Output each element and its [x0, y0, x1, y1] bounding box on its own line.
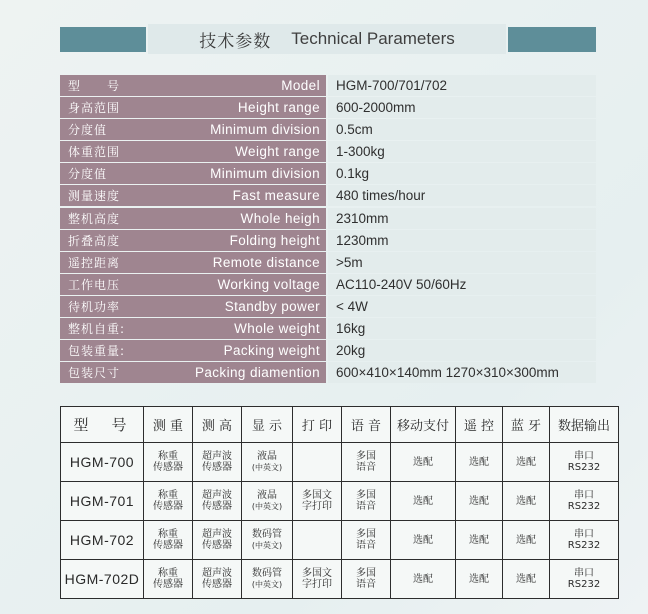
voice-cell	[342, 521, 391, 560]
param-row	[60, 163, 596, 184]
pay-cell: 选配	[391, 521, 456, 560]
param-label	[60, 362, 326, 383]
display-cell	[242, 482, 293, 521]
param-label-en: Minimum division	[210, 166, 320, 182]
param-value: 0.5cm	[328, 119, 596, 140]
param-value: HGM-700/701/702	[328, 75, 596, 96]
param-label	[60, 274, 326, 295]
cell-line: 多国	[356, 451, 376, 462]
cell-line: 传感器	[202, 501, 232, 512]
output-cell	[550, 521, 619, 560]
param-value: AC110-240V 50/60Hz	[328, 274, 596, 295]
param-label-en: Whole weight	[234, 321, 320, 337]
cell-line: 液晶	[257, 451, 277, 462]
page-title	[148, 24, 506, 54]
cell-line: RS232	[567, 462, 601, 473]
param-label-en: Model	[281, 78, 320, 93]
param-label-cn: 折叠高度	[68, 233, 121, 248]
param-row	[60, 119, 596, 140]
cell-line: 称重	[158, 529, 178, 540]
model-cell: HGM-702	[61, 521, 144, 560]
param-row	[60, 318, 596, 339]
display-cell	[242, 443, 293, 482]
remote-cell: 选配	[456, 521, 503, 560]
param-label-cn: 整机高度	[68, 211, 121, 226]
param-label-cn: 工作电压	[68, 277, 121, 292]
param-row	[60, 208, 596, 229]
model-cell: HGM-700	[61, 443, 144, 482]
parameters-table	[60, 75, 596, 384]
column-header: 蓝 牙	[503, 407, 550, 443]
param-label-cn: 型 号	[68, 79, 121, 93]
param-label	[60, 208, 326, 229]
param-label-cn: 测量速度	[68, 189, 121, 204]
param-label	[60, 119, 326, 140]
param-row	[60, 362, 596, 383]
title-cn: 技术参数	[199, 31, 272, 52]
cell-line: 传感器	[202, 462, 232, 473]
cell-line: 数码管	[252, 529, 282, 540]
cell-line: RS232	[567, 540, 601, 551]
pay-cell: 选配	[391, 482, 456, 521]
header-bar-left	[60, 27, 146, 52]
param-value: >5m	[328, 252, 596, 273]
column-header: 测 高	[193, 407, 242, 443]
cell-line: 多国文	[302, 490, 332, 501]
column-header: 移动支付	[391, 407, 456, 443]
remote-cell: 选配	[456, 482, 503, 521]
cell-line: 数码管	[252, 568, 282, 579]
model-cell: HGM-702D	[61, 560, 144, 599]
cell-line: 语音	[356, 579, 376, 590]
column-header: 语 音	[342, 407, 391, 443]
param-label-cn: 待机功率	[68, 299, 121, 314]
weigh-cell	[144, 443, 193, 482]
param-value: 600×410×140mm 1270×310×300mm	[328, 362, 596, 383]
cell-line: RS232	[567, 579, 601, 590]
bluetooth-cell: 选配	[503, 443, 550, 482]
weigh-cell	[144, 482, 193, 521]
cell-line: (中英文)	[251, 502, 283, 511]
column-header: 打 印	[293, 407, 342, 443]
cell-line: 称重	[158, 451, 178, 462]
cell-line: 多国	[356, 568, 376, 579]
cell-line: (中英文)	[251, 463, 283, 472]
bluetooth-cell: 选配	[503, 560, 550, 599]
param-label-cn: 身高范围	[68, 101, 121, 116]
param-label-en: Whole heigh	[240, 210, 320, 226]
param-label-cn: 分度值	[68, 123, 108, 138]
param-row	[60, 141, 596, 162]
param-row	[60, 296, 596, 317]
column-header: 遥 控	[456, 407, 503, 443]
weigh-cell	[144, 560, 193, 599]
bluetooth-cell: 选配	[503, 482, 550, 521]
cell-line: (中英文)	[251, 541, 283, 550]
param-label	[60, 252, 326, 273]
param-value: 1-300kg	[328, 141, 596, 162]
param-label-cn: 体重范围	[68, 145, 121, 160]
param-row	[60, 340, 596, 361]
param-label-cn: 整机自重:	[68, 322, 126, 337]
cell-line: 液晶	[257, 490, 277, 501]
param-label	[60, 97, 326, 118]
param-row	[60, 185, 596, 206]
param-label-en: Standby power	[224, 298, 320, 314]
param-label-en: Packing weight	[223, 343, 320, 359]
cell-line: 字打印	[302, 579, 332, 590]
cell-line: 传感器	[202, 579, 232, 590]
header-bar-right	[508, 27, 596, 52]
param-label-cn: 包装尺寸	[68, 366, 121, 381]
cell-line: 串口	[574, 529, 594, 540]
print-cell	[293, 560, 342, 599]
print-cell	[293, 521, 342, 560]
output-cell	[550, 443, 619, 482]
cell-line: 传感器	[153, 501, 183, 512]
cell-line: 传感器	[202, 540, 232, 551]
column-header: 显 示	[242, 407, 293, 443]
table-header-row	[61, 407, 619, 443]
param-label	[60, 340, 326, 361]
param-label	[60, 185, 326, 206]
param-row	[60, 274, 596, 295]
cell-line: 多国	[356, 529, 376, 540]
model-cell: HGM-701	[61, 482, 144, 521]
column-header: 测 重	[144, 407, 193, 443]
height-cell	[193, 443, 242, 482]
pay-cell: 选配	[391, 443, 456, 482]
table-row	[61, 521, 619, 560]
param-label	[60, 141, 326, 162]
param-label-cn: 分度值	[68, 167, 108, 182]
param-value: 2310mm	[328, 208, 596, 229]
cell-line: 超声波	[202, 451, 232, 462]
cell-line: 语音	[356, 462, 376, 473]
cell-line: (中英文)	[251, 580, 283, 589]
bluetooth-cell: 选配	[503, 521, 550, 560]
remote-cell: 选配	[456, 443, 503, 482]
param-label	[60, 296, 326, 317]
param-value: < 4W	[328, 296, 596, 317]
title-en: Technical Parameters	[291, 29, 455, 48]
cell-line: 称重	[158, 490, 178, 501]
model-comparison-table	[60, 406, 619, 599]
column-header: 型 号	[61, 407, 144, 443]
print-cell	[293, 482, 342, 521]
param-value: 0.1kg	[328, 163, 596, 184]
output-cell	[550, 482, 619, 521]
cell-line: 传感器	[153, 540, 183, 551]
table-row	[61, 560, 619, 599]
param-label-en: Fast measure	[232, 188, 320, 204]
pay-cell: 选配	[391, 560, 456, 599]
column-header: 数据输出	[550, 407, 619, 443]
param-label-cn: 包装重量:	[68, 344, 126, 359]
param-row	[60, 75, 596, 96]
param-label	[60, 318, 326, 339]
param-label	[60, 75, 326, 96]
param-label-en: Packing diamention	[194, 365, 320, 381]
cell-line: 多国	[356, 490, 376, 501]
cell-line: 串口	[574, 490, 594, 501]
cell-line: 称重	[158, 568, 178, 579]
output-cell	[550, 560, 619, 599]
voice-cell	[342, 560, 391, 599]
cell-line: 语音	[356, 501, 376, 512]
param-label	[60, 230, 326, 251]
cell-line: 超声波	[202, 568, 232, 579]
param-label-en: Weight range	[235, 144, 320, 160]
display-cell	[242, 521, 293, 560]
param-value: 1230mm	[328, 230, 596, 251]
param-label-en: Working voltage	[217, 276, 320, 292]
cell-line: 传感器	[153, 579, 183, 590]
table-row	[61, 443, 619, 482]
height-cell	[193, 482, 242, 521]
cell-line: 超声波	[202, 529, 232, 540]
param-label-en: Minimum division	[210, 122, 320, 138]
cell-line: 传感器	[153, 462, 183, 473]
cell-line: RS232	[567, 501, 601, 512]
remote-cell: 选配	[456, 560, 503, 599]
cell-line: 超声波	[202, 490, 232, 501]
cell-line: 语音	[356, 540, 376, 551]
cell-line: 串口	[574, 568, 594, 579]
voice-cell	[342, 443, 391, 482]
table-row	[61, 482, 619, 521]
voice-cell	[342, 482, 391, 521]
param-row	[60, 230, 596, 251]
param-label	[60, 163, 326, 184]
param-value: 600-2000mm	[328, 97, 596, 118]
weigh-cell	[144, 521, 193, 560]
height-cell	[193, 560, 242, 599]
cell-line: 字打印	[302, 501, 332, 512]
height-cell	[193, 521, 242, 560]
cell-line: 多国文	[302, 568, 332, 579]
param-label-en: Height range	[237, 100, 320, 116]
param-row	[60, 252, 596, 273]
param-label-en: Folding height	[229, 232, 320, 248]
param-value: 20kg	[328, 340, 596, 361]
param-value: 480 times/hour	[328, 185, 596, 206]
display-cell	[242, 560, 293, 599]
param-row	[60, 97, 596, 118]
param-label-en: Remote distance	[212, 254, 320, 270]
param-value: 16kg	[328, 318, 596, 339]
param-label-cn: 遥控距离	[68, 255, 121, 270]
print-cell	[293, 443, 342, 482]
cell-line: 串口	[574, 451, 594, 462]
